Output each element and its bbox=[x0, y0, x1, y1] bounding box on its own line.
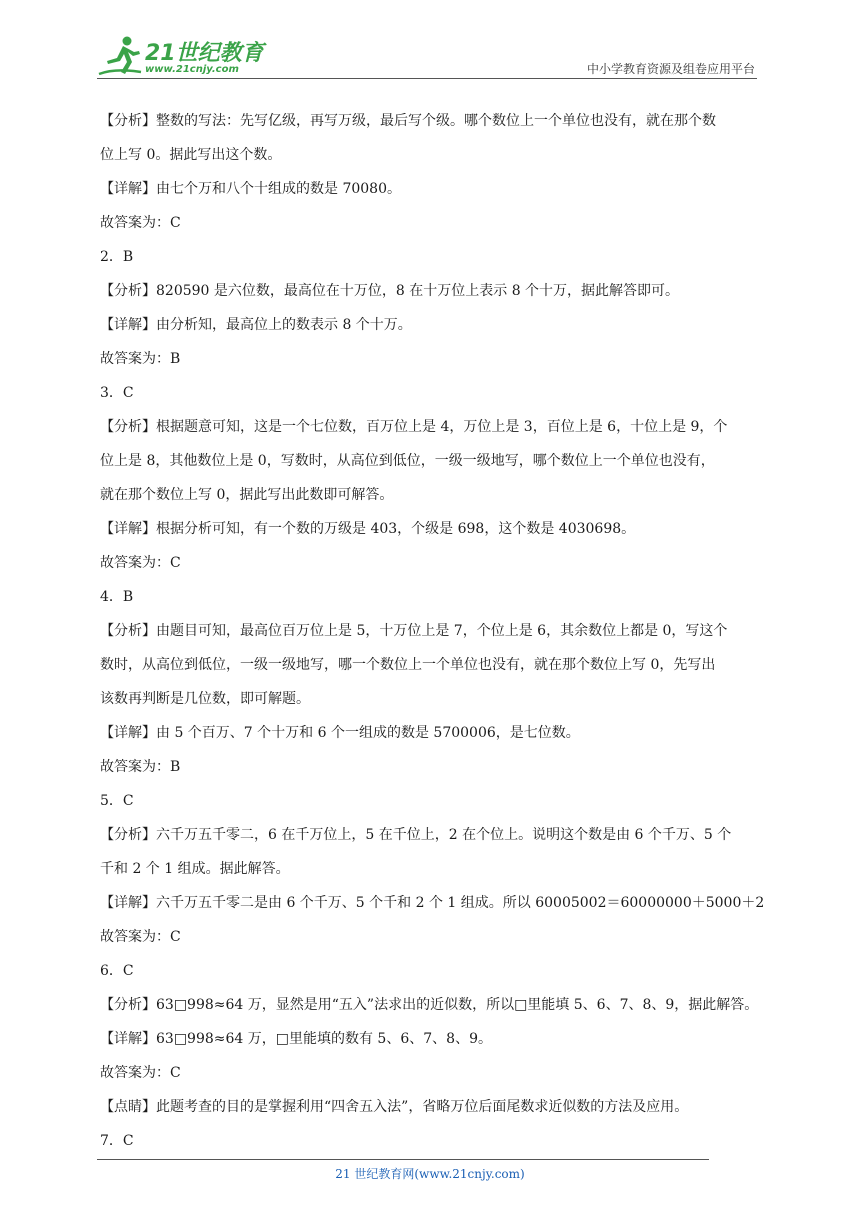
footer-divider bbox=[97, 1159, 709, 1160]
text-line: 【分析】820590 是六位数，最高位在十万位，8 在十万位上表示 8 个十万，据此解答即可。 bbox=[100, 283, 680, 299]
text-line: 就在那个数位上写 0，据此写出此数即可解答。 bbox=[100, 487, 394, 503]
text-line: 【分析】根据题意可知，这是一个七位数，百万位上是 4，万位上是 3，百位上是 6，十位上是 9，个 bbox=[100, 419, 728, 435]
footer-link[interactable]: 21 世纪教育网(www.21cnjy.com) bbox=[335, 1167, 525, 1181]
logo-url: www.21cnjy.com bbox=[145, 64, 239, 75]
logo bbox=[97, 34, 267, 78]
text-line: 6．C bbox=[100, 963, 134, 979]
text-line: 3．C bbox=[100, 385, 134, 401]
text-line: 【分析】63□998≈64 万，显然是用“五入”法求出的近似数，所以□里能填 5、6、7、8、9，据此解答。 bbox=[100, 997, 759, 1013]
runner-logo-icon bbox=[97, 34, 145, 78]
text-line: 【详解】由七个万和八个十组成的数是 70080。 bbox=[100, 181, 401, 197]
text-line: 2．B bbox=[100, 249, 134, 265]
text-line: 【详解】六千万五千零二是由 6 个千万、5 个千和 2 个 1 组成。所以 60005002＝60000000＋5000＋2 bbox=[100, 895, 765, 911]
text-line: 故答案为：C bbox=[100, 1065, 181, 1081]
text-line: 故答案为：B bbox=[100, 759, 181, 775]
platform-title: 中小学教育资源及组卷应用平台 bbox=[586, 62, 755, 76]
text-line: 位上写 0。据此写出这个数。 bbox=[100, 147, 282, 163]
text-line: 【详解】63□998≈64 万，□里能填的数有 5、6、7、8、9。 bbox=[100, 1031, 492, 1047]
text-line: 【分析】由题目可知，最高位百万位上是 5，十万位上是 7，个位上是 6，其余数位上都是 0，写这个 bbox=[100, 623, 728, 639]
text-line: 4．B bbox=[100, 589, 134, 605]
text-line: 【详解】由 5 个百万、7 个十万和 6 个一组成的数是 5700006，是七位数。 bbox=[100, 725, 580, 741]
text-line: 故答案为：C bbox=[100, 929, 181, 945]
text-line: 【详解】由分析知，最高位上的数表示 8 个十万。 bbox=[100, 317, 412, 333]
page-header bbox=[97, 34, 757, 78]
text-line: 【分析】整数的写法：先写亿级，再写万级，最后写个级。哪个数位上一个单位也没有，就在那个数 bbox=[100, 113, 716, 129]
text-line: 位上是 8，其他数位上是 0，写数时，从高位到低位，一级一级地写，哪个数位上一个单位也没有， bbox=[100, 453, 715, 469]
text-line: 5．C bbox=[100, 793, 134, 809]
logo-wordmark: 21世纪教育 bbox=[145, 41, 264, 66]
text-line: 该数再判断是几位数，即可解题。 bbox=[100, 691, 310, 707]
header-divider bbox=[97, 78, 757, 79]
answer-content bbox=[100, 104, 765, 1158]
text-line: 故答案为：C bbox=[100, 555, 181, 571]
text-line: 【点睛】此题考查的目的是掌握利用“四舍五入法”，省略万位后面尾数求近似数的方法及应用。 bbox=[100, 1099, 689, 1115]
text-line: 千和 2 个 1 组成。据此解答。 bbox=[100, 861, 290, 877]
text-line: 故答案为：C bbox=[100, 215, 181, 231]
text-line: 【详解】根据分析可知，有一个数的万级是 403，个级是 698，这个数是 4030698。 bbox=[100, 521, 636, 537]
text-line: 7．C bbox=[100, 1133, 134, 1149]
text-line: 故答案为：B bbox=[100, 351, 181, 367]
text-line: 【分析】六千万五千零二，6 在千万位上，5 在千位上，2 在个位上。说明这个数是由 6 个千万、5 个 bbox=[100, 827, 732, 843]
text-line: 数时，从高位到低位，一级一级地写，哪一个数位上一个单位也没有，就在那个数位上写 0，先写出 bbox=[100, 657, 716, 673]
